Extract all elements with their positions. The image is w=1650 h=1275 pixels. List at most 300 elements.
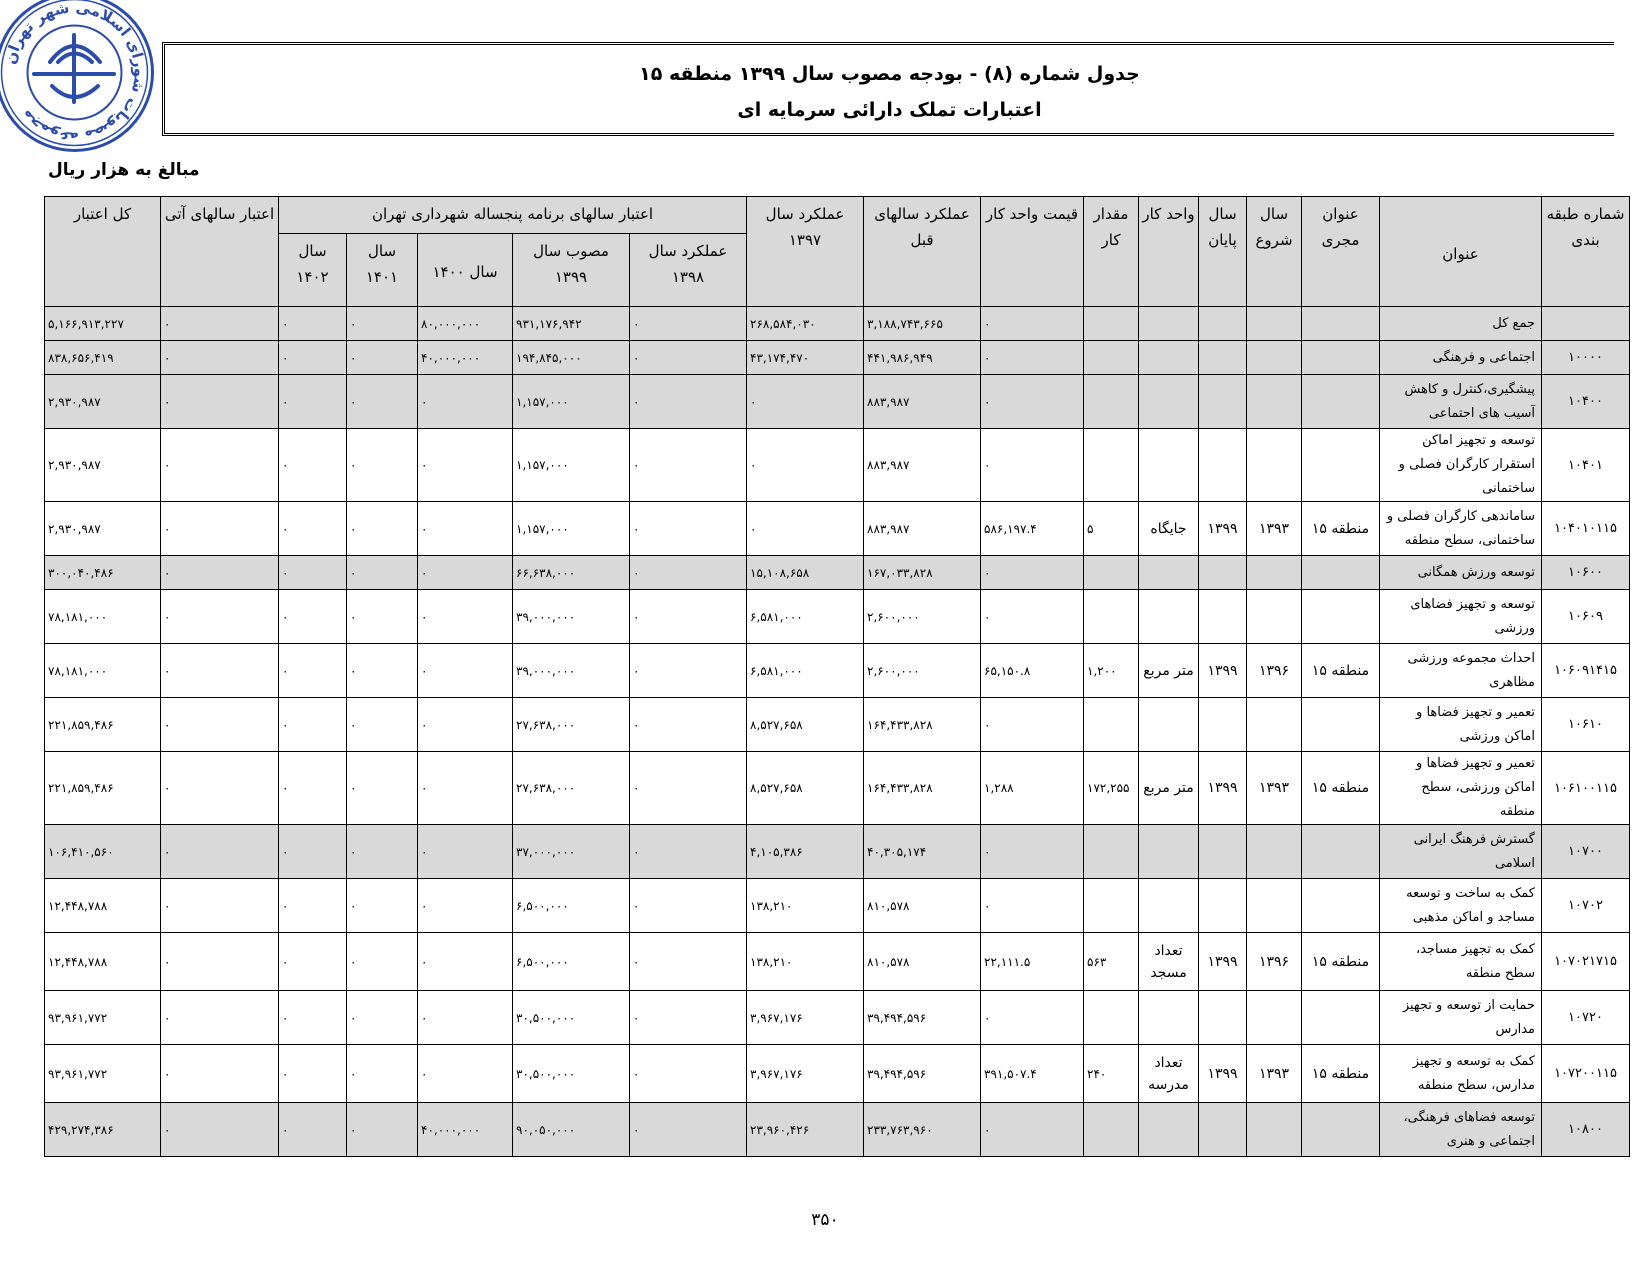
row-year-1402: ۰	[279, 933, 347, 991]
row-perf-1398: ۰	[630, 341, 747, 375]
row-year-1402: ۰	[279, 698, 347, 752]
row-future-years: ۰	[161, 556, 279, 590]
row-unit-price: ۰	[981, 698, 1084, 752]
row-perf-1398: ۰	[630, 991, 747, 1045]
row-work-unit	[1139, 698, 1199, 752]
row-code: ۱۰۷۰۲	[1542, 879, 1630, 933]
row-future-years: ۰	[161, 1103, 279, 1157]
row-year-1402: ۰	[279, 879, 347, 933]
row-title: کمک به تجهیز مساجد، سطح منطقه	[1380, 933, 1542, 991]
col-header-prior-years: عملکرد سالهای قبل	[864, 197, 981, 307]
row-end-year	[1199, 375, 1247, 429]
table-row	[45, 825, 1630, 879]
row-year-1401: ۰	[347, 991, 418, 1045]
row-year-1401: ۰	[347, 341, 418, 375]
row-year-1402: ۰	[279, 429, 347, 502]
row-unit-price: ۰	[981, 879, 1084, 933]
page-number: ۳۵۰	[811, 1210, 839, 1230]
row-perf-1398: ۰	[630, 879, 747, 933]
row-end-year	[1199, 1103, 1247, 1157]
row-title: توسعه فضاهای فرهنگی، اجتماعی و هنری	[1380, 1103, 1542, 1157]
row-work-amount: ۵	[1084, 502, 1139, 556]
row-prior-years: ۲۳۳,۷۶۳,۹۶۰	[864, 1103, 981, 1157]
row-title: اجتماعی و فرهنگی	[1380, 341, 1542, 375]
row-end-year	[1199, 991, 1247, 1045]
table-row	[45, 991, 1630, 1045]
row-perf-1398: ۰	[630, 307, 747, 341]
row-title: توسعه و تجهیز اماکن استقرار کارگران فصلی و ساختمانی	[1380, 429, 1542, 502]
row-unit-price: ۵۸۶,۱۹۷.۴	[981, 502, 1084, 556]
row-start-year	[1247, 698, 1302, 752]
row-approved-1399: ۱,۱۵۷,۰۰۰	[513, 502, 630, 556]
row-start-year: ۱۳۹۶	[1247, 644, 1302, 698]
row-work-unit	[1139, 429, 1199, 502]
row-perf-1398: ۰	[630, 825, 747, 879]
row-work-amount	[1084, 341, 1139, 375]
row-unit-price: ۶۵,۱۵۰.۸	[981, 644, 1084, 698]
row-approved-1399: ۳۷,۰۰۰,۰۰۰	[513, 825, 630, 879]
row-work-amount: ۱,۲۰۰	[1084, 644, 1139, 698]
row-start-year: ۱۳۹۳	[1247, 752, 1302, 825]
row-code: ۱۰۶۱۰۰۱۱۵	[1542, 752, 1630, 825]
row-end-year: ۱۳۹۹	[1199, 502, 1247, 556]
row-title: کمک به ساخت و توسعه مساجد و اماکن مذهبی	[1380, 879, 1542, 933]
row-prior-years: ۸۱۰,۵۷۸	[864, 933, 981, 991]
row-year-1402: ۰	[279, 1103, 347, 1157]
row-work-amount	[1084, 1103, 1139, 1157]
row-start-year	[1247, 429, 1302, 502]
row-future-years: ۰	[161, 644, 279, 698]
row-year-1401: ۰	[347, 879, 418, 933]
row-perf-1397: ۸,۵۲۷,۶۵۸	[747, 752, 864, 825]
row-year-1400: ۰	[418, 825, 513, 879]
row-start-year	[1247, 991, 1302, 1045]
row-future-years: ۰	[161, 341, 279, 375]
row-perf-1397: ۰	[747, 375, 864, 429]
row-title: کمک به توسعه و تجهیز مدارس، سطح منطقه	[1380, 1045, 1542, 1103]
row-end-year	[1199, 698, 1247, 752]
row-title: تعمیر و تجهیز فضاها و اماکن ورزشی	[1380, 698, 1542, 752]
row-total: ۷۸,۱۸۱,۰۰۰	[45, 644, 161, 698]
row-total: ۴۲۹,۲۷۴,۳۸۶	[45, 1103, 161, 1157]
row-title: احداث مجموعه ورزشی مظاهری	[1380, 644, 1542, 698]
row-total: ۳۰۰,۰۴۰,۴۸۶	[45, 556, 161, 590]
row-total: ۲,۹۳۰,۹۸۷	[45, 375, 161, 429]
row-work-amount	[1084, 991, 1139, 1045]
row-start-year	[1247, 341, 1302, 375]
row-unit-price: ۰	[981, 375, 1084, 429]
currency-unit-note: مبالغ به هزار ریال	[48, 160, 200, 180]
row-year-1400: ۰	[418, 502, 513, 556]
row-perf-1398: ۰	[630, 644, 747, 698]
row-year-1402: ۰	[279, 644, 347, 698]
row-work-unit	[1139, 375, 1199, 429]
col-header-future-years: اعتبار سالهای آتی	[161, 197, 279, 307]
row-unit-price: ۰	[981, 991, 1084, 1045]
row-year-1401: ۰	[347, 698, 418, 752]
row-year-1402: ۰	[279, 590, 347, 644]
row-work-unit	[1139, 590, 1199, 644]
row-year-1402: ۰	[279, 556, 347, 590]
row-code: ۱۰۷۰۲۱۷۱۵	[1542, 933, 1630, 991]
row-start-year	[1247, 307, 1302, 341]
row-total: ۲,۹۳۰,۹۸۷	[45, 502, 161, 556]
row-title: توسعه و تجهیز فضاهای ورزشی	[1380, 590, 1542, 644]
row-year-1401: ۰	[347, 375, 418, 429]
row-year-1400: ۰	[418, 698, 513, 752]
row-unit-price: ۱,۲۸۸	[981, 752, 1084, 825]
row-executor: منطقه ۱۵	[1302, 502, 1380, 556]
row-year-1400: ۴۰,۰۰۰,۰۰۰	[418, 1103, 513, 1157]
row-year-1400: ۴۰,۰۰۰,۰۰۰	[418, 341, 513, 375]
row-perf-1398: ۰	[630, 698, 747, 752]
row-work-amount	[1084, 590, 1139, 644]
col-header-year-1400: سال ۱۴۰۰	[418, 234, 513, 307]
row-executor	[1302, 879, 1380, 933]
row-start-year: ۱۳۹۳	[1247, 1045, 1302, 1103]
row-unit-price: ۰	[981, 1103, 1084, 1157]
row-year-1401: ۰	[347, 644, 418, 698]
row-future-years: ۰	[161, 590, 279, 644]
row-title: جمع کل	[1380, 307, 1542, 341]
row-unit-price: ۲۲,۱۱۱.۵	[981, 933, 1084, 991]
row-title: گسترش فرهنگ ایرانی اسلامی	[1380, 825, 1542, 879]
row-code: ۱۰۴۰۱۰۱۱۵	[1542, 502, 1630, 556]
row-year-1402: ۰	[279, 502, 347, 556]
table-row	[45, 1103, 1630, 1157]
row-code: ۱۰۶۰۹۱۴۱۵	[1542, 644, 1630, 698]
row-perf-1397: ۴۳,۱۷۴,۴۷۰	[747, 341, 864, 375]
row-approved-1399: ۲۷,۶۳۸,۰۰۰	[513, 698, 630, 752]
col-header-work-unit: واحد کار	[1139, 197, 1199, 307]
row-end-year	[1199, 307, 1247, 341]
row-future-years: ۰	[161, 991, 279, 1045]
table-row	[45, 698, 1630, 752]
row-future-years: ۰	[161, 375, 279, 429]
row-perf-1397: ۰	[747, 502, 864, 556]
row-year-1401: ۰	[347, 590, 418, 644]
table-row	[45, 644, 1630, 698]
title-box	[162, 42, 1614, 136]
row-approved-1399: ۶,۵۰۰,۰۰۰	[513, 933, 630, 991]
row-executor	[1302, 590, 1380, 644]
row-year-1400: ۰	[418, 429, 513, 502]
row-work-unit	[1139, 991, 1199, 1045]
row-year-1400: ۰	[418, 752, 513, 825]
row-code: ۱۰۷۲۰۰۱۱۵	[1542, 1045, 1630, 1103]
table-row	[45, 879, 1630, 933]
col-header-total: کل اعتبار	[45, 197, 161, 307]
row-work-unit: تعداد مسجد	[1139, 933, 1199, 991]
col-header-five-year-plan: اعتبار سالهای برنامه پنجساله شهرداری تهران	[279, 197, 747, 234]
row-work-unit	[1139, 556, 1199, 590]
row-perf-1397: ۳,۹۶۷,۱۷۶	[747, 1045, 864, 1103]
row-future-years: ۰	[161, 933, 279, 991]
row-perf-1397: ۶,۵۸۱,۰۰۰	[747, 590, 864, 644]
row-work-unit: جایگاه	[1139, 502, 1199, 556]
row-year-1401: ۰	[347, 429, 418, 502]
row-prior-years: ۸۸۳,۹۸۷	[864, 502, 981, 556]
row-unit-price: ۰	[981, 825, 1084, 879]
row-executor	[1302, 698, 1380, 752]
row-title: ساماندهی کارگران فصلی و ساختمانی، سطح منطقه	[1380, 502, 1542, 556]
row-unit-price: ۰	[981, 341, 1084, 375]
row-work-amount	[1084, 307, 1139, 341]
row-code: ۱۰۰۰۰	[1542, 341, 1630, 375]
row-code: ۱۰۶۱۰	[1542, 698, 1630, 752]
row-executor: منطقه ۱۵	[1302, 644, 1380, 698]
row-work-unit	[1139, 1103, 1199, 1157]
row-perf-1397: ۱۳۸,۲۱۰	[747, 879, 864, 933]
table-row	[45, 556, 1630, 590]
row-prior-years: ۳۹,۴۹۴,۵۹۶	[864, 991, 981, 1045]
budget-table	[44, 196, 1630, 1157]
row-end-year: ۱۳۹۹	[1199, 933, 1247, 991]
row-work-unit	[1139, 307, 1199, 341]
row-start-year	[1247, 879, 1302, 933]
col-header-work-amount: مقدار کار	[1084, 197, 1139, 307]
row-future-years: ۰	[161, 429, 279, 502]
table-row	[45, 590, 1630, 644]
row-work-amount: ۵۶۳	[1084, 933, 1139, 991]
row-perf-1398: ۰	[630, 1045, 747, 1103]
row-total: ۹۳,۹۶۱,۷۷۲	[45, 991, 161, 1045]
row-approved-1399: ۳۹,۰۰۰,۰۰۰	[513, 644, 630, 698]
col-header-year-1402: سال ۱۴۰۲	[279, 234, 347, 307]
row-approved-1399: ۹۰,۰۵۰,۰۰۰	[513, 1103, 630, 1157]
row-year-1402: ۰	[279, 375, 347, 429]
row-work-amount	[1084, 825, 1139, 879]
row-approved-1399: ۳۰,۵۰۰,۰۰۰	[513, 1045, 630, 1103]
row-year-1400: ۰	[418, 1045, 513, 1103]
row-start-year	[1247, 375, 1302, 429]
row-work-unit	[1139, 879, 1199, 933]
row-total: ۱۲,۴۴۸,۷۸۸	[45, 879, 161, 933]
table-row	[45, 375, 1630, 429]
row-year-1401: ۰	[347, 307, 418, 341]
row-code: ۱۰۸۰۰	[1542, 1103, 1630, 1157]
row-work-unit: متر مربع	[1139, 644, 1199, 698]
row-prior-years: ۸۸۳,۹۸۷	[864, 429, 981, 502]
row-year-1400: ۰	[418, 991, 513, 1045]
row-perf-1397: ۳,۹۶۷,۱۷۶	[747, 991, 864, 1045]
col-header-code: شماره طبقه بندی	[1542, 197, 1630, 307]
row-perf-1398: ۰	[630, 590, 747, 644]
row-prior-years: ۲,۶۰۰,۰۰۰	[864, 644, 981, 698]
row-perf-1398: ۰	[630, 752, 747, 825]
row-unit-price: ۰	[981, 429, 1084, 502]
row-work-amount	[1084, 375, 1139, 429]
row-work-amount	[1084, 698, 1139, 752]
row-year-1402: ۰	[279, 341, 347, 375]
row-perf-1398: ۰	[630, 502, 747, 556]
col-header-perf-1397: عملکرد سال ۱۳۹۷	[747, 197, 864, 307]
row-end-year: ۱۳۹۹	[1199, 752, 1247, 825]
table-row	[45, 307, 1630, 341]
row-year-1402: ۰	[279, 752, 347, 825]
row-year-1401: ۰	[347, 752, 418, 825]
row-work-unit: تعداد مدرسه	[1139, 1045, 1199, 1103]
row-work-amount	[1084, 879, 1139, 933]
row-perf-1398: ۰	[630, 933, 747, 991]
row-code: ۱۰۶۰۰	[1542, 556, 1630, 590]
row-perf-1398: ۰	[630, 1103, 747, 1157]
row-total: ۲۲۱,۸۵۹,۴۸۶	[45, 752, 161, 825]
row-perf-1397: ۴,۱۰۵,۳۸۶	[747, 825, 864, 879]
row-start-year	[1247, 825, 1302, 879]
row-unit-price: ۳۹۱,۵۰۷.۴	[981, 1045, 1084, 1103]
row-start-year: ۱۳۹۳	[1247, 502, 1302, 556]
row-prior-years: ۸۸۳,۹۸۷	[864, 375, 981, 429]
row-approved-1399: ۱,۱۵۷,۰۰۰	[513, 429, 630, 502]
row-end-year	[1199, 341, 1247, 375]
row-prior-years: ۳۹,۴۹۴,۵۹۶	[864, 1045, 981, 1103]
row-year-1400: ۰	[418, 590, 513, 644]
row-executor	[1302, 991, 1380, 1045]
row-work-amount: ۱۷۲,۲۵۵	[1084, 752, 1139, 825]
row-year-1401: ۰	[347, 556, 418, 590]
col-header-approved-1399: مصوب سال ۱۳۹۹	[513, 234, 630, 307]
row-year-1400: ۰	[418, 644, 513, 698]
row-title: حمایت از توسعه و تجهیز مدارس	[1380, 991, 1542, 1045]
row-total: ۸۳۸,۶۵۶,۴۱۹	[45, 341, 161, 375]
row-future-years: ۰	[161, 879, 279, 933]
row-title: پیشگیری،کنترل و کاهش آسیب های اجتماعی	[1380, 375, 1542, 429]
row-executor	[1302, 429, 1380, 502]
row-total: ۵,۱۶۶,۹۱۳,۲۲۷	[45, 307, 161, 341]
row-prior-years: ۳,۱۸۸,۷۴۳,۶۶۵	[864, 307, 981, 341]
table-row	[45, 341, 1630, 375]
row-approved-1399: ۱,۱۵۷,۰۰۰	[513, 375, 630, 429]
row-start-year: ۱۳۹۶	[1247, 933, 1302, 991]
row-perf-1397: ۱۵,۱۰۸,۶۵۸	[747, 556, 864, 590]
col-header-end-year: سال پایان	[1199, 197, 1247, 307]
row-year-1402: ۰	[279, 825, 347, 879]
row-work-unit: متر مربع	[1139, 752, 1199, 825]
row-year-1400: ۰	[418, 879, 513, 933]
row-start-year	[1247, 1103, 1302, 1157]
row-executor	[1302, 375, 1380, 429]
row-executor	[1302, 341, 1380, 375]
row-prior-years: ۱۶۷,۰۳۳,۸۲۸	[864, 556, 981, 590]
row-total: ۷۸,۱۸۱,۰۰۰	[45, 590, 161, 644]
row-work-amount	[1084, 429, 1139, 502]
row-title: توسعه ورزش همگانی	[1380, 556, 1542, 590]
row-code: ۱۰۴۰۱	[1542, 429, 1630, 502]
row-total: ۹۳,۹۶۱,۷۷۲	[45, 1045, 161, 1103]
row-total: ۲۲۱,۸۵۹,۴۸۶	[45, 698, 161, 752]
row-unit-price: ۰	[981, 307, 1084, 341]
row-total: ۱۰۶,۴۱۰,۵۶۰	[45, 825, 161, 879]
col-header-start-year: سال شروع	[1247, 197, 1302, 307]
row-perf-1397: ۲۳,۹۶۰,۴۲۶	[747, 1103, 864, 1157]
row-year-1401: ۰	[347, 1103, 418, 1157]
row-unit-price: ۰	[981, 590, 1084, 644]
row-code	[1542, 307, 1630, 341]
row-year-1402: ۰	[279, 991, 347, 1045]
row-end-year: ۱۳۹۹	[1199, 1045, 1247, 1103]
row-work-amount: ۲۴۰	[1084, 1045, 1139, 1103]
col-header-executor: عنوان مجری	[1302, 197, 1380, 307]
row-perf-1398: ۰	[630, 429, 747, 502]
row-end-year	[1199, 825, 1247, 879]
row-executor: منطقه ۱۵	[1302, 752, 1380, 825]
table-row	[45, 933, 1630, 991]
row-future-years: ۰	[161, 307, 279, 341]
row-future-years: ۰	[161, 1045, 279, 1103]
row-total: ۲,۹۳۰,۹۸۷	[45, 429, 161, 502]
row-executor	[1302, 307, 1380, 341]
row-end-year	[1199, 590, 1247, 644]
row-perf-1398: ۰	[630, 375, 747, 429]
row-prior-years: ۲,۶۰۰,۰۰۰	[864, 590, 981, 644]
row-perf-1397: ۶,۵۸۱,۰۰۰	[747, 644, 864, 698]
row-year-1402: ۰	[279, 307, 347, 341]
row-start-year	[1247, 556, 1302, 590]
row-end-year	[1199, 429, 1247, 502]
row-work-amount	[1084, 556, 1139, 590]
row-executor	[1302, 825, 1380, 879]
row-year-1401: ۰	[347, 1045, 418, 1103]
row-year-1401: ۰	[347, 933, 418, 991]
council-seal-logo	[0, 0, 157, 155]
row-future-years: ۰	[161, 752, 279, 825]
row-prior-years: ۸۱۰,۵۷۸	[864, 879, 981, 933]
col-header-unit-price: قیمت واحد کار	[981, 197, 1084, 307]
row-end-year	[1199, 879, 1247, 933]
row-executor	[1302, 1103, 1380, 1157]
row-work-unit	[1139, 341, 1199, 375]
row-total: ۱۲,۴۴۸,۷۸۸	[45, 933, 161, 991]
row-prior-years: ۴۰,۳۰۵,۱۷۴	[864, 825, 981, 879]
row-approved-1399: ۱۹۴,۸۴۵,۰۰۰	[513, 341, 630, 375]
row-end-year	[1199, 556, 1247, 590]
row-work-unit	[1139, 825, 1199, 879]
row-executor: منطقه ۱۵	[1302, 1045, 1380, 1103]
row-code: ۱۰۷۲۰	[1542, 991, 1630, 1045]
row-executor	[1302, 556, 1380, 590]
row-year-1401: ۰	[347, 825, 418, 879]
row-end-year: ۱۳۹۹	[1199, 644, 1247, 698]
table-row	[45, 502, 1630, 556]
row-code: ۱۰۷۰۰	[1542, 825, 1630, 879]
row-approved-1399: ۳۹,۰۰۰,۰۰۰	[513, 590, 630, 644]
col-header-title: عنوان	[1380, 197, 1542, 307]
table-row	[45, 752, 1630, 825]
row-future-years: ۰	[161, 698, 279, 752]
row-approved-1399: ۲۷,۶۳۸,۰۰۰	[513, 752, 630, 825]
row-perf-1397: ۰	[747, 429, 864, 502]
row-year-1401: ۰	[347, 502, 418, 556]
row-prior-years: ۱۶۴,۴۳۳,۸۲۸	[864, 698, 981, 752]
col-header-year-1401: سال ۱۴۰۱	[347, 234, 418, 307]
row-start-year	[1247, 590, 1302, 644]
row-code: ۱۰۶۰۹	[1542, 590, 1630, 644]
row-approved-1399: ۶,۵۰۰,۰۰۰	[513, 879, 630, 933]
table-body	[45, 307, 1630, 1157]
svg-text:مجموعه مصوبات شورای اسلامی شهر: مجموعه مصوبات شورای اسلامی شهر تهران	[1, 0, 149, 147]
row-prior-years: ۴۴۱,۹۸۶,۹۴۹	[864, 341, 981, 375]
row-perf-1397: ۸,۵۲۷,۶۵۸	[747, 698, 864, 752]
row-approved-1399: ۶۶,۶۳۸,۰۰۰	[513, 556, 630, 590]
row-prior-years: ۱۶۴,۴۳۳,۸۲۸	[864, 752, 981, 825]
row-future-years: ۰	[161, 502, 279, 556]
row-perf-1397: ۲۶۸,۵۸۴,۰۳۰	[747, 307, 864, 341]
document-title: جدول شماره (۸) - بودجه مصوب سال ۱۳۹۹ منطقه ۱۵	[639, 63, 1140, 85]
document-subtitle: اعتبارات تملک دارائی سرمایه ای	[737, 99, 1042, 121]
table-row	[45, 429, 1630, 502]
row-title: تعمیر و تجهیز فضاها و اماکن ورزشی، سطح منطقه	[1380, 752, 1542, 825]
